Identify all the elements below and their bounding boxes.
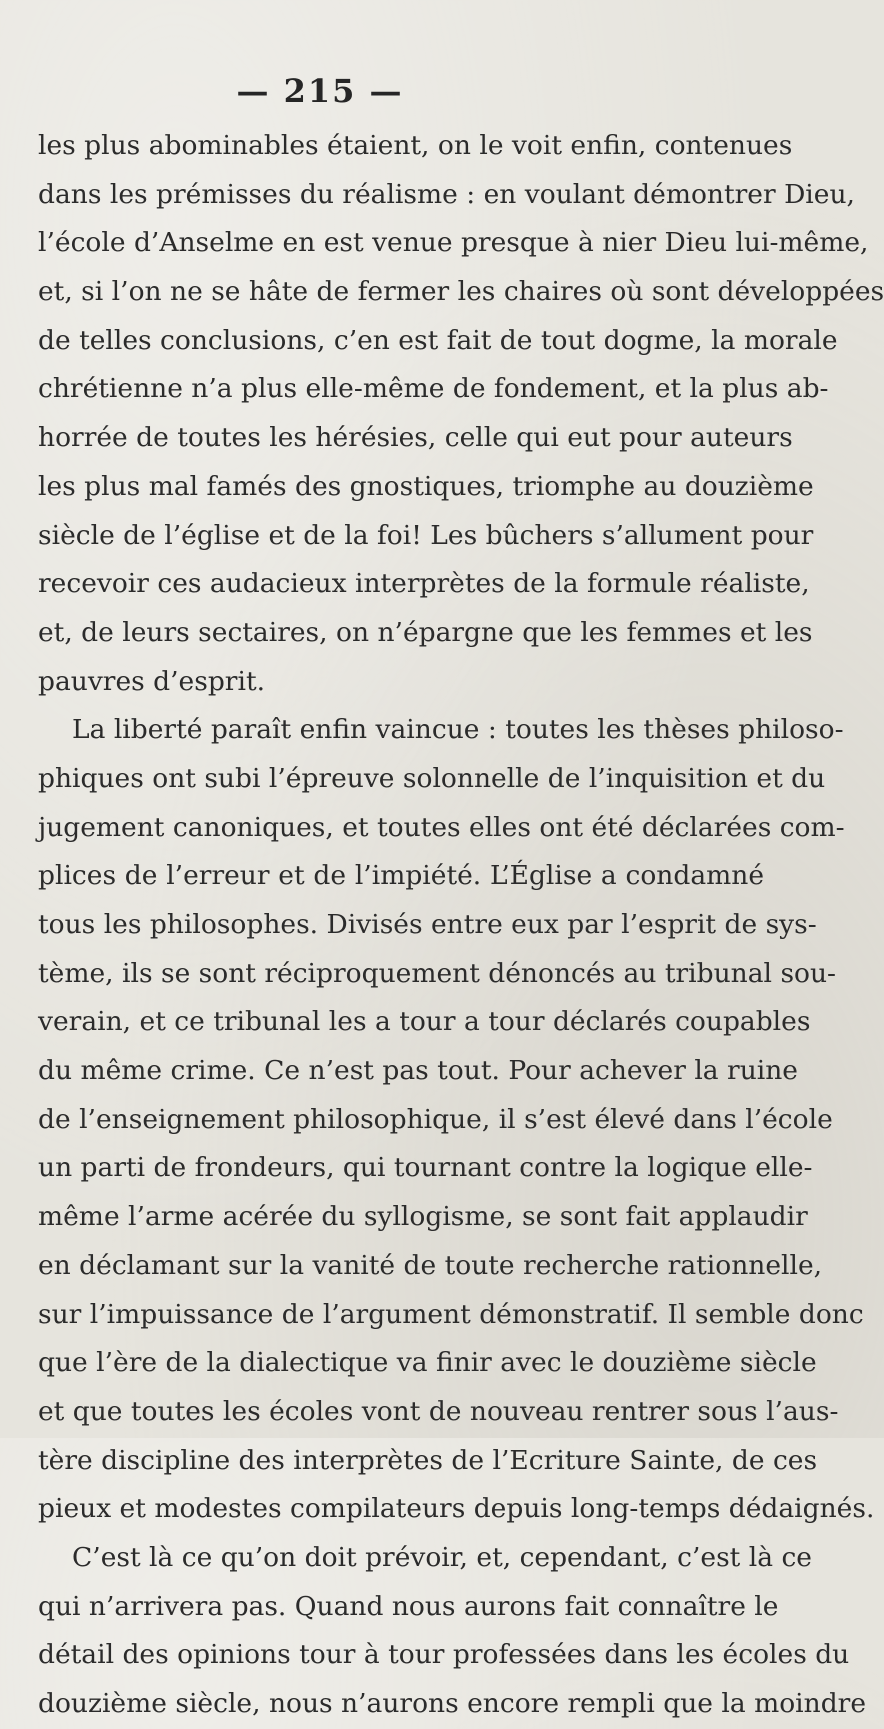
text-line: sur l’impuissance de l’argument démonstratif. Il semble donc [38, 1298, 864, 1330]
text-line: dans les prémisses du réalisme : en voulant démontrer Dieu, [38, 178, 855, 210]
text-line: recevoir ces audacieux interprètes de la formule réaliste, [38, 568, 810, 600]
text-line: les plus mal famés des gnostiques, triomphe au douzième [38, 470, 814, 502]
body-text [38, 122, 884, 1729]
text-line: du même crime. Ce n’est pas tout. Pour achever la ruine [38, 1055, 798, 1087]
page-number: — 215 — [236, 72, 404, 110]
text-line: douzième siècle, nous n’aurons encore rempli que la moindre [38, 1688, 867, 1719]
text-line: qui n’arrivera pas. Quand nous aurons fait connaître le [38, 1590, 779, 1622]
paragraph-end-line: pauvres d’esprit. [38, 665, 266, 697]
text-line: et, si l’on ne se hâte de fermer les chaires où sont développées [38, 276, 884, 308]
text-line: tère discipline des interprètes de l’Ecriture Sainte, de ces [38, 1444, 818, 1476]
text-line: que l’ère de la dialectique va finir avec le douzième siècle [38, 1347, 817, 1379]
text-line: plices de l’erreur et de l’impiété. L’Église a condamné [38, 860, 764, 892]
text-line: et que toutes les écoles vont de nouveau rentrer sous l’aus- [38, 1395, 839, 1427]
text-line: détail des opinions tour à tour professées dans les écoles du [38, 1639, 850, 1671]
paragraph-start-line: C’est là ce qu’on doit prévoir, et, cependant, c’est là ce [72, 1541, 812, 1573]
text-line: l’école d’Anselme en est venue presque à nier Dieu lui-même, [38, 227, 869, 259]
text-line: de telles conclusions, c’en est fait de tout dogme, la morale [38, 324, 838, 356]
text-line: et, de leurs sectaires, on n’épargne que les femmes et les [38, 616, 813, 648]
text-line: horrée de toutes les hérésies, celle qui eut pour auteurs [38, 422, 793, 454]
text-line: siècle de l’église et de la foi! Les bûchers s’allument pour [38, 519, 814, 551]
text-line: les plus abominables étaient, on le voit enfin, contenues [38, 130, 793, 161]
text-line: jugement canoniques, et toutes elles ont été déclarées com- [38, 811, 845, 843]
text-line: de l’enseignement philosophique, il s’est élevé dans l’école [38, 1103, 833, 1135]
text-line: verain, et ce tribunal les a tour a tour déclarés coupables [38, 1006, 811, 1038]
text-line: tème, ils se sont réciproquement dénoncés au tribunal sou- [38, 957, 837, 989]
text-line: chrétienne n’a plus elle-même de fondement, et la plus ab- [38, 373, 829, 405]
text-line: même l’arme acérée du syllogisme, se sont fait applaudir [38, 1201, 808, 1233]
text-line: un parti de frondeurs, qui tournant contre la logique elle- [38, 1152, 813, 1184]
text-line: phiques ont subi l’épreuve solonnelle de l’inquisition et du [38, 762, 826, 794]
text-line: tous les philosophes. Divisés entre eux par l’esprit de sys- [38, 909, 817, 940]
text-line: en déclamant sur la vanité de toute recherche rationnelle, [38, 1249, 823, 1281]
paragraph-end-line: pieux et modestes compilateurs depuis long-temps dédaignés. [38, 1493, 875, 1525]
paragraph-start-line: La liberté paraît enfin vaincue : toutes les thèses philoso- [72, 714, 844, 746]
